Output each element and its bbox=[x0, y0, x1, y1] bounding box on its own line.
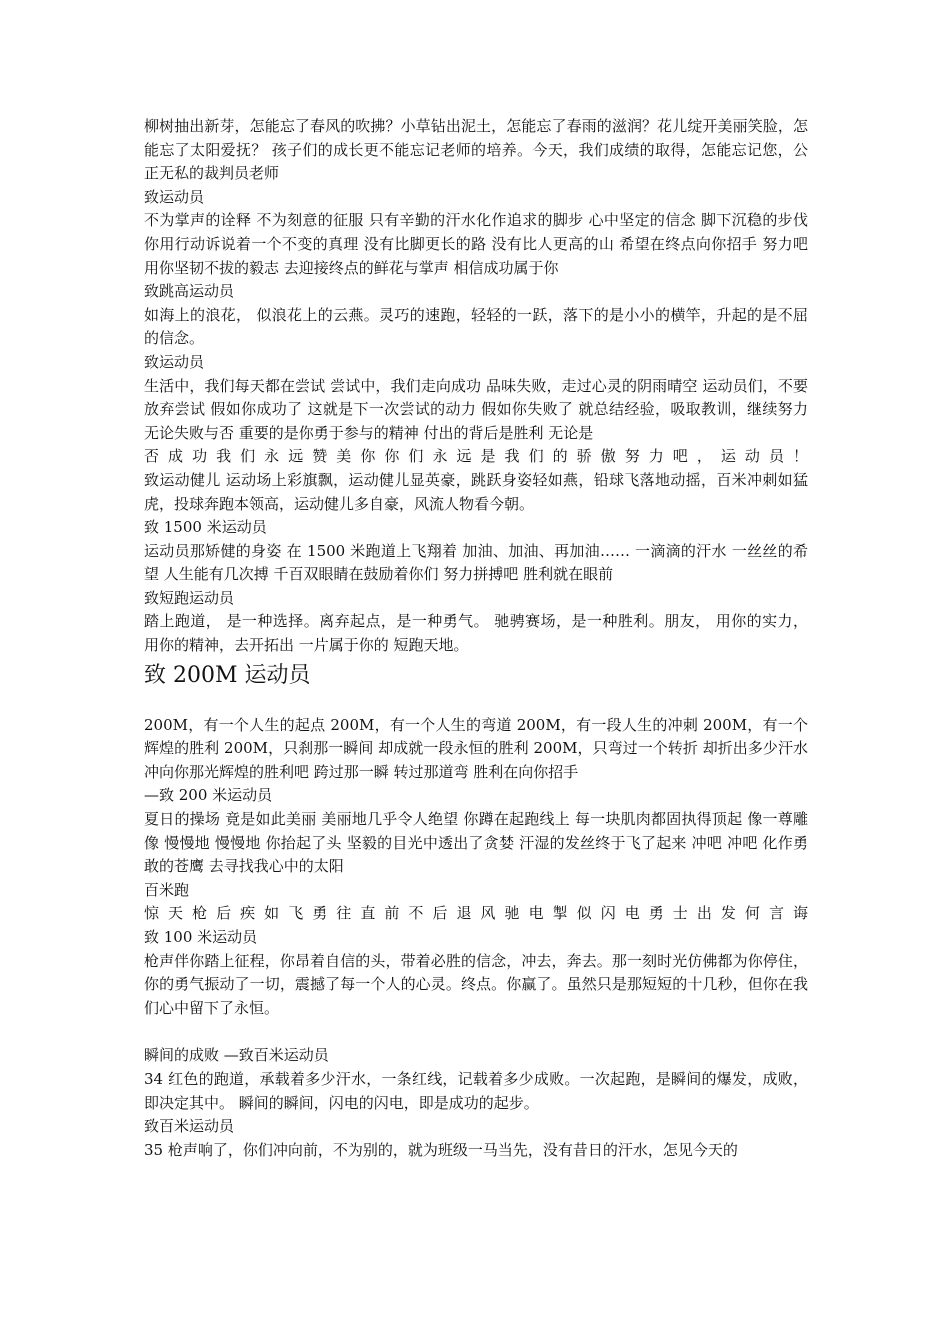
heading-200m-dedication: —致 200 米运动员 bbox=[144, 786, 273, 805]
heading-1500m: 致 1500 米运动员 bbox=[144, 518, 267, 537]
paragraph-200m: 200M，有一个人生的起点 200M，有一个人生的弯道 200M，有一段人生的冲刺 200M，有一个辉煌的胜利 200M，只刹那一瞬间 却成就一段永恒的胜利 200M，只弯过一个转折 却折出多少汗水 冲向你那光辉煌的胜利吧 跨过那一瞬 转过那道弯 胜利在向你招手 bbox=[144, 715, 808, 781]
heading-100m-run: 百米跑 bbox=[144, 880, 190, 899]
heading-100m-2: 致百米运动员 bbox=[144, 1117, 235, 1136]
paragraph-sprint: 踏上跑道， 是一种选择。离弃起点，是一种勇气。 驰骋赛场，是一种胜利。朋友， 用你的实力， 用你的精神，去开拓出 一片属于你的 短跑天地。 bbox=[144, 612, 808, 655]
heading-high-jump: 致跳高运动员 bbox=[144, 282, 235, 301]
paragraph-high-jump: 如海上的浪花， 似浪花上的云燕。灵巧的速跑，轻轻的一跃，落下的是小小的横竿，升起的是不屈的信念。 bbox=[144, 305, 808, 348]
document-page bbox=[144, 115, 808, 1162]
paragraph-athletes: 不为掌声的诠释 不为刻意的征服 只有辛勤的汗水化作追求的脚步 心中坚定的信念 脚下沉稳的步伐 你用行动诉说着一个不变的真理 没有比脚更长的路 没有比人更高的山 希望在终点向你招手 努力吧用你坚韧不拔的毅志 去迎接终点的鲜花与掌声 相信成功属于你 bbox=[144, 211, 808, 277]
paragraph-poem-line: 惊 天 枪 后 疾 如 飞 勇 往 直 前 不 后 退 风 驰 电 掣 似 闪 电 勇 士 出 发 何 言 诲 bbox=[144, 904, 808, 923]
paragraph-referee: 柳树抽出新芽，怎能忘了春风的吹拂？小草钻出泥土，怎能忘了春雨的滋润？花儿绽开美丽笑脸，怎能忘了太阳爱抚？ 孩子们的成长更不能忘记老师的培养。今天，我们成绩的取得，怎能忘记您，公正无私的裁判员老师 bbox=[144, 117, 808, 183]
blank-line bbox=[144, 1020, 808, 1044]
paragraph-praise-line: 否 成 功 我 们 永 远 赞 美 你 你 们 永 远 是 我 们 的 骄 傲 努 力 吧 ， 运 动 员 ！ bbox=[144, 447, 808, 466]
paragraph-100m: 枪声伴你踏上征程，你昂着自信的头，带着必胜的信念，冲去，奔去。那一刻时光仿佛都为你停住，你的勇气振动了一切，震撼了每一个人的心灵。终点。你赢了。虽然只是那短短的十几秒，但你在我们心中留下了永恒。 bbox=[144, 951, 808, 1017]
heading-sprint: 致短跑运动员 bbox=[144, 588, 235, 607]
section-title-200m: 致 200M 运动员 bbox=[144, 662, 311, 688]
heading-to-athletes: 致运动员 bbox=[144, 187, 205, 206]
paragraph-trying: 生活中，我们每天都在尝试 尝试中，我们走向成功 品味失败，走过心灵的阴雨晴空 运动员们，不要放弃尝试 假如你成功了 这就是下一次尝试的动力 假如你失败了 就总结经验，吸取教训，继续努力 无论失败与否 重要的是你勇于参与的精神 付出的背后是胜利 无论是 bbox=[144, 376, 808, 442]
heading-instant-success: 瞬间的成败 —致百米运动员 bbox=[144, 1046, 329, 1065]
paragraph-35: 35 枪声响了，你们冲向前，不为别的，就为班级一马当先，没有昔日的汗水，怎见今天的 bbox=[144, 1140, 738, 1159]
paragraph-34: 34 红色的跑道，承载着多少汗水，一条红线，记载着多少成败。一次起跑，是瞬间的爆发，成败，即决定其中。 瞬间的瞬间，闪电的闪电，即是成功的起步。 bbox=[144, 1069, 808, 1112]
paragraph-1500m: 运动员那矫健的身姿 在 1500 米跑道上飞翔着 加油、加油、再加油…… 一滴滴的汗水 一丝丝的希望 人生能有几次搏 千百双眼睛在鼓励着你们 努力拼搏吧 胜利就在眼前 bbox=[144, 541, 808, 584]
heading-to-athletes-2: 致运动员 bbox=[144, 352, 205, 371]
paragraph-sports-heroes: 致运动健儿 运动场上彩旗飘，运动健儿显英豪，跳跃身姿轻如燕，铅球飞落地动摇，百米冲刺如猛虎，投球奔跑本领高，运动健儿多自豪，风流人物看今朝。 bbox=[144, 470, 808, 513]
heading-100m: 致 100 米运动员 bbox=[144, 928, 258, 946]
paragraph-summer-field: 夏日的操场 竟是如此美丽 美丽地几乎令人绝望 你蹲在起跑线上 每一块肌肉都固执得顶起 像一尊雕像 慢慢地 慢慢地 你抬起了头 坚毅的目光中透出了贪婪 汗湿的发丝终于飞了起来 冲吧 冲吧 化作勇敢的苍鹰 去寻找我心中的太阳 bbox=[144, 810, 808, 876]
